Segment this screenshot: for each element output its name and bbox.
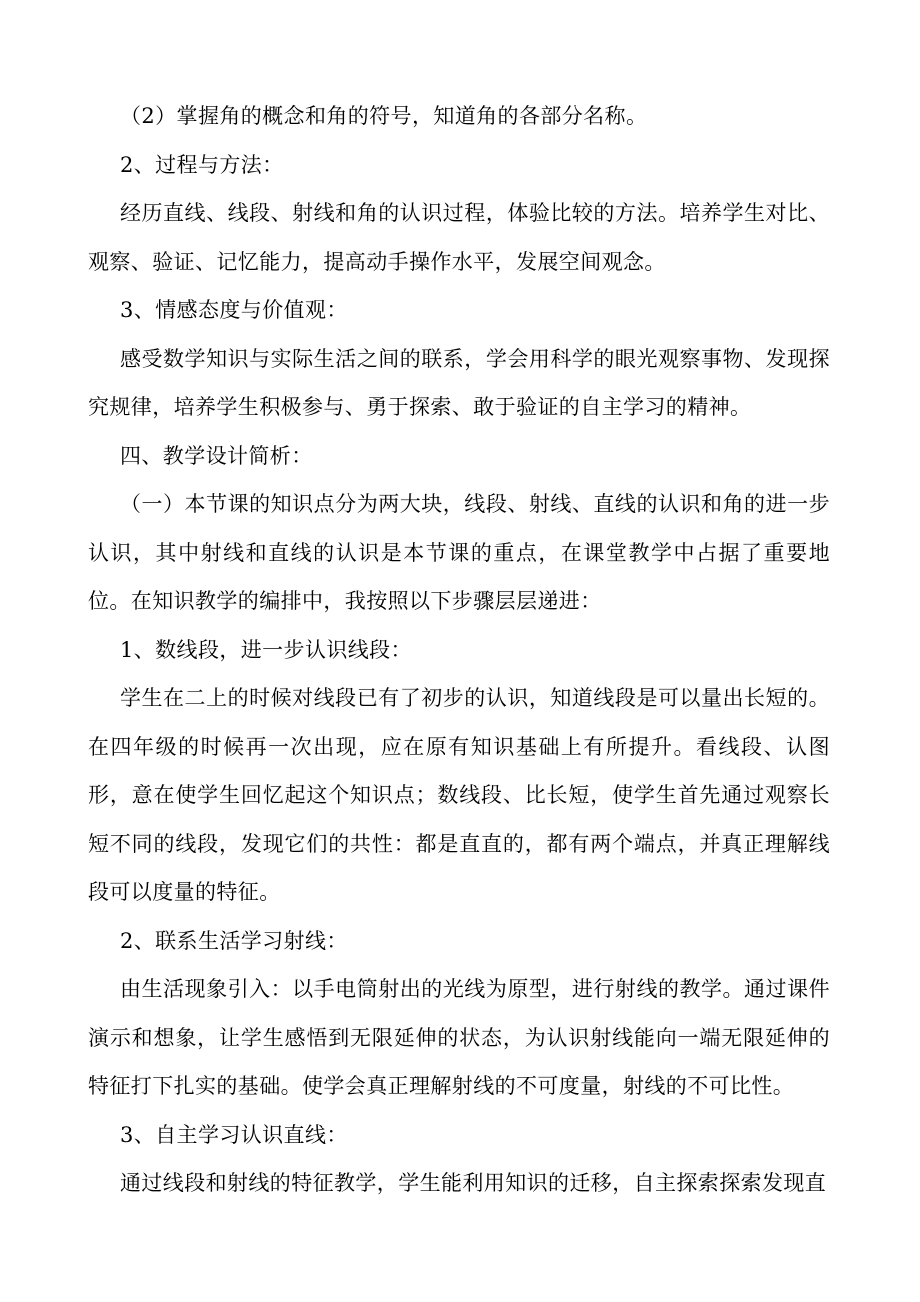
step-1-heading: 1、数线段，进一步认识线段： [120, 637, 412, 662]
step-3-paragraph: 通过线段和射线的特征教学，学生能利用知识的迁移，自主探索探索发现直 [120, 1171, 827, 1195]
step-3-heading: 3、自主学习认识直线： [120, 1122, 348, 1147]
section-four-heading: 四、教学设计简析： [120, 443, 313, 468]
process-method-heading: 2、过程与方法： [120, 152, 284, 177]
emotion-values-paragraph: 感受数学知识与实际生活之间的联系，学会用科学的眼光观察事物、发现探究规律，培养学生积极参与、勇于探索、敢于验证的自主学习的精神。 [88, 346, 830, 419]
step-2-heading: 2、联系生活学习射线： [120, 928, 348, 953]
objective-2-paragraph: （2）掌握角的概念和角的符号，知道角的各部分名称。 [120, 104, 648, 128]
process-method-paragraph: 经历直线、线段、射线和角的认识过程，体验比较的方法。培养学生对比、观察、验证、记忆能力，提高动手操作水平，发展空间观念。 [88, 201, 830, 274]
step-2-paragraph: 由生活现象引入：以手电筒射出的光线为原型，进行射线的教学。通过课件演示和想象，让学生感悟到无限延伸的状态，为认识射线能向一端无限延伸的特征打下扎实的基础。使学会真正理解射线的不可度量，射线的不可比性。 [88, 977, 830, 1098]
design-overview-paragraph: （一）本节课的知识点分为两大块，线段、射线、直线的认识和角的进一步认识，其中射线和直线的认识是本节课的重点，在课堂教学中占据了重要地位。在知识教学的编排中，我按照以下步骤层层递进： [88, 492, 830, 613]
emotion-values-heading: 3、情感态度与价值观： [120, 298, 348, 322]
step-1-paragraph: 学生在二上的时候对线段已有了初步的认识，知道线段是可以量出长短的。在四年级的时候再一次出现，应在原有知识基础上有所提升。看线段、认图形，意在使学生回忆起这个知识点；数线段、比长短，使学生首先通过观察长短不同的线段，发现它们的共性：都是直直的，都有两个端点，并真正理解线段可以度量的特征。 [88, 686, 830, 904]
document-body [88, 92, 830, 1208]
